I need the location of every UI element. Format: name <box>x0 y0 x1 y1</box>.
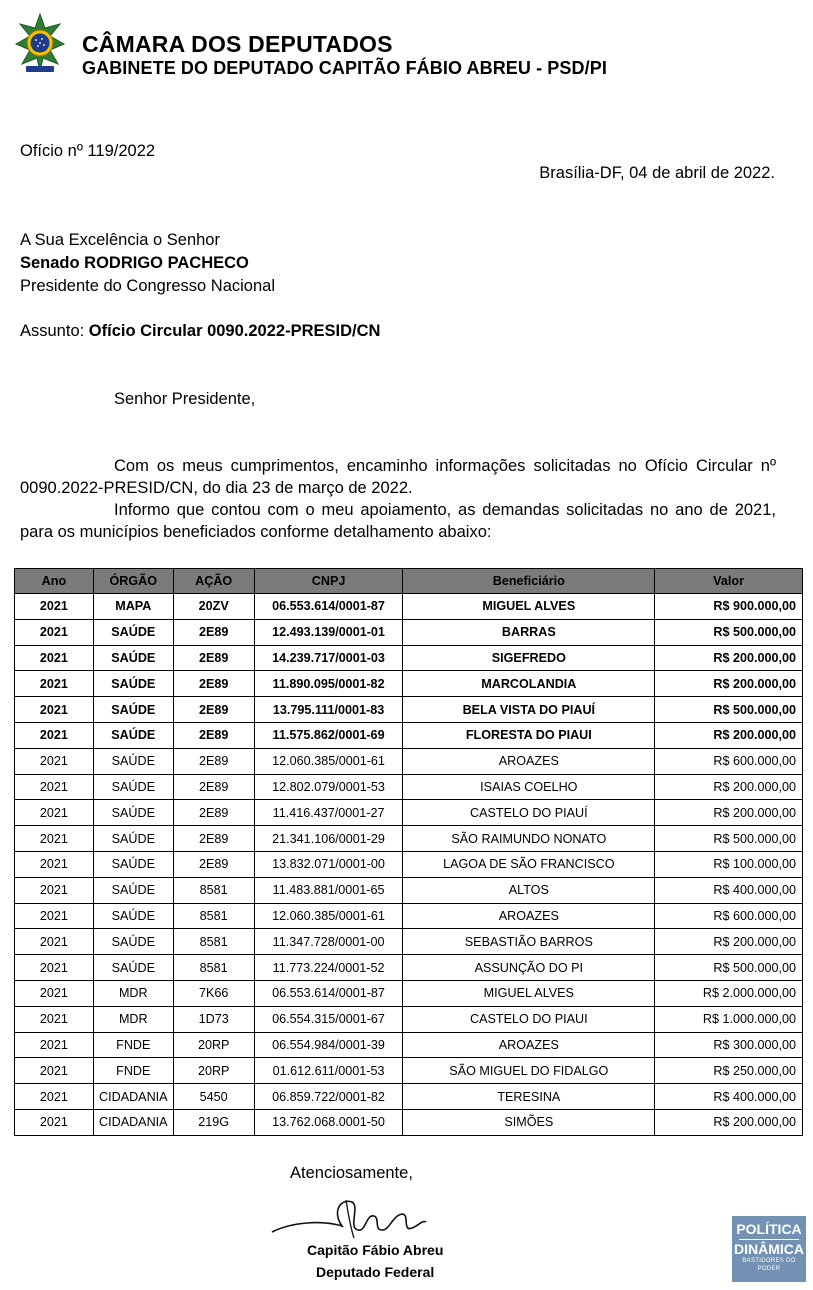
cell-cnpj: 06.859.722/0001-82 <box>254 1084 403 1110</box>
cell-beneficiario: FLORESTA DO PIAUI <box>403 722 655 748</box>
cell-cnpj: 06.554.315/0001-67 <box>254 1006 403 1032</box>
cell-acao: 2E89 <box>173 697 254 723</box>
column-header-cnpj: CNPJ <box>254 569 403 594</box>
cell-orgao: SAÚDE <box>93 929 173 955</box>
table-row <box>15 645 803 671</box>
subject-value: Ofício Circular 0090.2022-PRESID/CN <box>88 322 381 340</box>
table-row <box>15 594 803 620</box>
cell-acao: 8581 <box>173 877 254 903</box>
cell-orgao: SAÚDE <box>93 697 173 723</box>
cell-beneficiario: SÃO MIGUEL DO FIDALGO <box>403 1058 655 1084</box>
cell-orgao: SAÚDE <box>93 774 173 800</box>
cell-acao: 219G <box>173 1109 254 1135</box>
cell-beneficiario: AROAZES <box>403 748 655 774</box>
cell-beneficiario: ISAIAS COELHO <box>403 774 655 800</box>
cell-orgao: MAPA <box>93 594 173 620</box>
table-row <box>15 929 803 955</box>
cell-ano: 2021 <box>15 697 94 723</box>
subject-line <box>20 320 380 342</box>
cell-beneficiario: CASTELO DO PIAUÍ <box>403 800 655 826</box>
cell-ano: 2021 <box>15 980 94 1006</box>
cell-valor: R$ 200.000,00 <box>655 774 803 800</box>
cell-valor: R$ 100.000,00 <box>655 851 803 877</box>
cell-ano: 2021 <box>15 774 94 800</box>
cell-beneficiario: BELA VISTA DO PIAUÍ <box>403 697 655 723</box>
cell-cnpj: 11.890.095/0001-82 <box>254 671 403 697</box>
table-row <box>15 748 803 774</box>
cell-ano: 2021 <box>15 594 94 620</box>
cell-acao: 2E89 <box>173 800 254 826</box>
cell-valor: R$ 400.000,00 <box>655 877 803 903</box>
cell-ano: 2021 <box>15 671 94 697</box>
cell-acao: 2E89 <box>173 671 254 697</box>
cell-valor: R$ 600.000,00 <box>655 903 803 929</box>
cell-cnpj: 11.773.224/0001-52 <box>254 955 403 981</box>
cell-cnpj: 12.493.139/0001-01 <box>254 619 403 645</box>
institution-title: CÂMARA DOS DEPUTADOS <box>82 31 393 57</box>
cell-orgao: CIDADANIA <box>93 1084 173 1110</box>
greeting: Senhor Presidente, <box>114 390 256 408</box>
cell-cnpj: 12.802.079/0001-53 <box>254 774 403 800</box>
cell-ano: 2021 <box>15 722 94 748</box>
cell-valor: R$ 1.000.000,00 <box>655 1006 803 1032</box>
cell-ano: 2021 <box>15 929 94 955</box>
letter-number: Ofício nº 119/2022 <box>20 142 156 160</box>
cell-valor: R$ 200.000,00 <box>655 929 803 955</box>
cell-cnpj: 13.762.068.0001-50 <box>254 1109 403 1135</box>
cell-beneficiario: BARRAS <box>403 619 655 645</box>
cell-valor: R$ 900.000,00 <box>655 594 803 620</box>
cell-beneficiario: MIGUEL ALVES <box>403 594 655 620</box>
cell-acao: 8581 <box>173 929 254 955</box>
cell-acao: 8581 <box>173 903 254 929</box>
cell-beneficiario: SIGEFREDO <box>403 645 655 671</box>
cell-acao: 2E89 <box>173 826 254 852</box>
cell-valor: R$ 200.000,00 <box>655 722 803 748</box>
column-header-acao: AÇÃO <box>173 569 254 594</box>
table-row <box>15 1006 803 1032</box>
signer-name: Capitão Fábio Abreu <box>307 1242 444 1258</box>
table-row <box>15 1058 803 1084</box>
cell-beneficiario: ALTOS <box>403 877 655 903</box>
cell-ano: 2021 <box>15 1006 94 1032</box>
coat-of-arms-icon <box>12 12 68 76</box>
table-row <box>15 671 803 697</box>
cell-cnpj: 11.416.437/0001-27 <box>254 800 403 826</box>
cell-acao: 2E89 <box>173 748 254 774</box>
recipient-position: Presidente do Congresso Nacional <box>20 277 275 295</box>
table-body <box>15 594 803 1136</box>
cell-valor: R$ 600.000,00 <box>655 748 803 774</box>
cell-valor: R$ 2.000.000,00 <box>655 980 803 1006</box>
cell-beneficiario: SIMÕES <box>403 1109 655 1135</box>
table-row <box>15 851 803 877</box>
cell-orgao: SAÚDE <box>93 955 173 981</box>
body-paragraph-1: Com os meus cumprimentos, encaminho informações solicitadas no Ofício Circular nº 0090.2022-PRESID/CN, do dia 23 de março de 2022. <box>20 457 776 497</box>
cell-valor: R$ 500.000,00 <box>655 697 803 723</box>
cell-cnpj: 06.553.614/0001-87 <box>254 594 403 620</box>
cell-beneficiario: ASSUNÇÃO DO PI <box>403 955 655 981</box>
cell-acao: 20ZV <box>173 594 254 620</box>
cell-cnpj: 11.347.728/0001-00 <box>254 929 403 955</box>
cell-beneficiario: SÃO RAIMUNDO NONATO <box>403 826 655 852</box>
cell-ano: 2021 <box>15 800 94 826</box>
cell-cnpj: 21.341.106/0001-29 <box>254 826 403 852</box>
cell-ano: 2021 <box>15 826 94 852</box>
table-header-row <box>15 569 803 594</box>
cell-valor: R$ 400.000,00 <box>655 1084 803 1110</box>
cell-orgao: MDR <box>93 1006 173 1032</box>
cell-acao: 7K66 <box>173 980 254 1006</box>
signer-position: Deputado Federal <box>316 1264 435 1280</box>
cell-valor: R$ 200.000,00 <box>655 1109 803 1135</box>
cell-acao: 2E89 <box>173 619 254 645</box>
cell-ano: 2021 <box>15 877 94 903</box>
table-row <box>15 774 803 800</box>
body-paragraph-2: Informo que contou com o meu apoiamento, as demandas solicitadas no ano de 2021, para os municípios beneficiados conforme detalhamento abaixo: <box>20 501 776 541</box>
watermark-line3: BASTIDORES DO PODER <box>742 1258 796 1272</box>
watermark-logo <box>730 1214 808 1284</box>
recipient-salutation: A Sua Excelência o Senhor <box>20 231 220 249</box>
cell-acao: 1D73 <box>173 1006 254 1032</box>
table-row <box>15 980 803 1006</box>
cell-orgao: SAÚDE <box>93 877 173 903</box>
watermark-line2: DINÂMICA <box>734 1241 804 1257</box>
cell-orgao: SAÚDE <box>93 722 173 748</box>
cell-acao: 8581 <box>173 955 254 981</box>
cell-ano: 2021 <box>15 1084 94 1110</box>
table-row <box>15 800 803 826</box>
table-row <box>15 1109 803 1135</box>
cell-orgao: FNDE <box>93 1032 173 1058</box>
cell-beneficiario: TERESINA <box>403 1084 655 1110</box>
table-row <box>15 955 803 981</box>
recipient-name: Senado RODRIGO PACHECO <box>20 254 249 272</box>
column-header-ano: Ano <box>15 569 94 594</box>
cell-orgao: SAÚDE <box>93 748 173 774</box>
cell-cnpj: 01.612.611/0001-53 <box>254 1058 403 1084</box>
cell-beneficiario: CASTELO DO PIAUI <box>403 1006 655 1032</box>
cell-orgao: FNDE <box>93 1058 173 1084</box>
cell-ano: 2021 <box>15 851 94 877</box>
column-header-valor: Valor <box>655 569 803 594</box>
cell-beneficiario: LAGOA DE SÃO FRANCISCO <box>403 851 655 877</box>
cell-orgao: SAÚDE <box>93 619 173 645</box>
column-header-beneficiario: Beneficiário <box>403 569 655 594</box>
table-row <box>15 619 803 645</box>
cell-cnpj: 12.060.385/0001-61 <box>254 903 403 929</box>
cell-ano: 2021 <box>15 645 94 671</box>
cell-beneficiario: MIGUEL ALVES <box>403 980 655 1006</box>
cell-valor: R$ 500.000,00 <box>655 619 803 645</box>
allocations-table <box>14 568 803 1136</box>
table-row <box>15 877 803 903</box>
column-header-orgao: ÓRGÃO <box>93 569 173 594</box>
cell-ano: 2021 <box>15 1109 94 1135</box>
cell-ano: 2021 <box>15 748 94 774</box>
cell-valor: R$ 500.000,00 <box>655 826 803 852</box>
cell-acao: 2E89 <box>173 774 254 800</box>
office-subtitle: GABINETE DO DEPUTADO CAPITÃO FÁBIO ABREU - PSD/PI <box>82 58 607 78</box>
cell-orgao: SAÚDE <box>93 800 173 826</box>
cell-cnpj: 06.553.614/0001-87 <box>254 980 403 1006</box>
cell-cnpj: 11.575.862/0001-69 <box>254 722 403 748</box>
closing: Atenciosamente, <box>290 1164 413 1182</box>
cell-valor: R$ 200.000,00 <box>655 800 803 826</box>
cell-beneficiario: SEBASTIÃO BARROS <box>403 929 655 955</box>
cell-cnpj: 13.832.071/0001-00 <box>254 851 403 877</box>
cell-ano: 2021 <box>15 1058 94 1084</box>
cell-acao: 5450 <box>173 1084 254 1110</box>
cell-acao: 20RP <box>173 1058 254 1084</box>
cell-acao: 2E89 <box>173 722 254 748</box>
table-row <box>15 1084 803 1110</box>
cell-ano: 2021 <box>15 955 94 981</box>
watermark-line1: POLÍTICA <box>736 1221 802 1237</box>
cell-valor: R$ 300.000,00 <box>655 1032 803 1058</box>
table-row <box>15 722 803 748</box>
place-date: Brasília-DF, 04 de abril de 2022. <box>539 164 775 182</box>
cell-orgao: SAÚDE <box>93 851 173 877</box>
table-row <box>15 697 803 723</box>
table-row <box>15 1032 803 1058</box>
cell-cnpj: 14.239.717/0001-03 <box>254 645 403 671</box>
cell-beneficiario: AROAZES <box>403 1032 655 1058</box>
cell-orgao: MDR <box>93 980 173 1006</box>
cell-valor: R$ 250.000,00 <box>655 1058 803 1084</box>
cell-cnpj: 13.795.111/0001-83 <box>254 697 403 723</box>
cell-valor: R$ 500.000,00 <box>655 955 803 981</box>
table-row <box>15 903 803 929</box>
cell-cnpj: 12.060.385/0001-61 <box>254 748 403 774</box>
cell-orgao: SAÚDE <box>93 645 173 671</box>
cell-ano: 2021 <box>15 1032 94 1058</box>
cell-beneficiario: AROAZES <box>403 903 655 929</box>
cell-beneficiario: MARCOLANDIA <box>403 671 655 697</box>
cell-acao: 2E89 <box>173 851 254 877</box>
cell-orgao: SAÚDE <box>93 903 173 929</box>
cell-cnpj: 06.554.984/0001-39 <box>254 1032 403 1058</box>
cell-acao: 2E89 <box>173 645 254 671</box>
cell-valor: R$ 200.000,00 <box>655 645 803 671</box>
cell-valor: R$ 200.000,00 <box>655 671 803 697</box>
cell-orgao: CIDADANIA <box>93 1109 173 1135</box>
subject-label: Assunto: <box>20 322 89 340</box>
cell-cnpj: 11.483.881/0001-65 <box>254 877 403 903</box>
watermark-divider <box>739 1239 799 1240</box>
cell-ano: 2021 <box>15 903 94 929</box>
table-row <box>15 826 803 852</box>
cell-orgao: SAÚDE <box>93 826 173 852</box>
cell-ano: 2021 <box>15 619 94 645</box>
cell-orgao: SAÚDE <box>93 671 173 697</box>
cell-acao: 20RP <box>173 1032 254 1058</box>
